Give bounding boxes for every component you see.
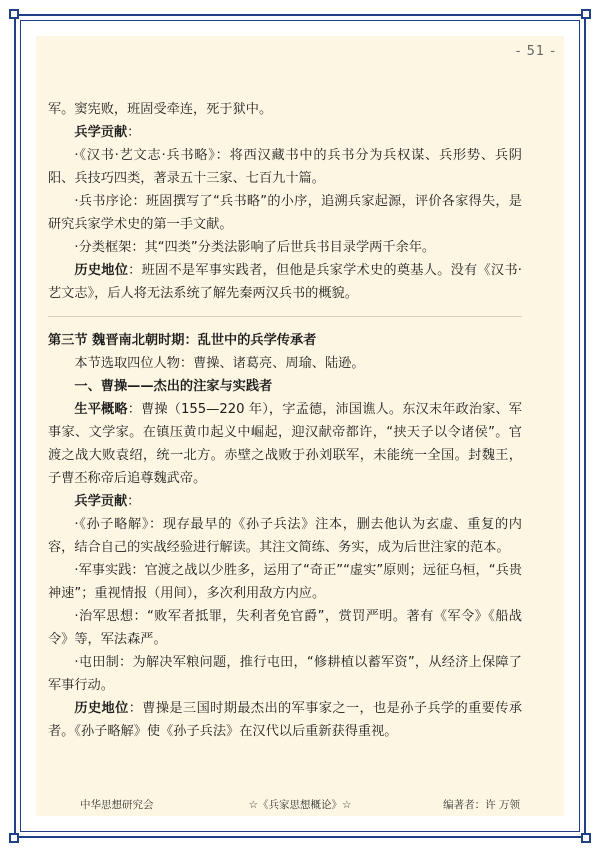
paragraph: 本节选取四位人物：曹操、诸葛亮、周瑜、陆逊。	[74, 356, 365, 371]
bullet-item: ·治军思想：“败军者抵罪，失利者免官爵”，赏罚严明。著有《军令》《船战令》等，军法森严。	[48, 609, 522, 647]
section-divider	[48, 316, 522, 317]
paragraph	[48, 490, 522, 513]
paragraph-text: ：班固不是军事实践者，但他是兵家学术史的奠基人。没有《汉书·艺文志》，后人将无法系统了解先秦两汉兵书的概貌。	[48, 263, 522, 301]
footer-book-title: ☆《兵家思想概论》☆	[248, 799, 352, 811]
paragraph	[48, 697, 522, 743]
bullet-item: ·《汉书·艺文志·兵书略》：将西汉藏书中的兵书分为兵权谋、兵形势、兵阴阳、兵技巧四类，著录五十三家、七百九十篇。	[48, 148, 522, 186]
label-bold: 生平概略	[74, 402, 128, 417]
bullet-item: ·军事实践：官渡之战以少胜多，运用了“奇正”“虚实”原则；远征乌桓，“兵贵神速”；重视情报（用间），多次利用敌方内应。	[48, 563, 522, 601]
paragraph-text: ：曹操是三国时期最杰出的军事家之一，也是孙子兵学的重要传承者。《孙子略解》使《孙子兵法》在汉代以后重新获得重视。	[48, 701, 523, 739]
bullet-item: ·《孙子略解》：现存最早的《孙子兵法》注本，删去他认为玄虚、重复的内容，结合自己的实战经验进行解读。其注文简练、务实，成为后世注家的范本。	[48, 517, 522, 555]
page-number: - 51 -	[515, 44, 556, 59]
footer-author: 编著者：许 万领	[443, 799, 520, 811]
border-corner-ornament	[9, 833, 19, 843]
footer-publisher: 中华思想研究会	[80, 799, 154, 811]
paragraph	[48, 398, 522, 490]
paragraph: 军。窦宪败，班固受牵连，死于狱中。	[48, 102, 273, 117]
border-corner-ornament	[581, 9, 591, 19]
label-colon: ：	[127, 125, 141, 140]
paragraph	[48, 259, 522, 305]
label-colon: ：	[127, 494, 141, 509]
bullet-item: ·分类框架：其“四类”分类法影响了后世兵书目录学两千余年。	[74, 240, 436, 255]
label-bold: 兵学贡献	[74, 125, 128, 140]
bullet-item: ·兵书序论：班固撰写了“兵书略”的小序，追溯兵家起源，评价各家得失，是研究兵家学术史的第一手文献。	[48, 194, 522, 232]
subheading: 一、曹操——杰出的注家与实践者	[74, 379, 273, 394]
document-body	[48, 98, 522, 743]
border-corner-ornament	[581, 833, 591, 843]
label-bold: 兵学贡献	[74, 494, 128, 509]
label-bold: 历史地位	[74, 263, 129, 278]
border-corner-ornament	[9, 9, 19, 19]
bullet-item: ·屯田制：为解决军粮问题，推行屯田，“修耕植以蓄军资”，从经济上保障了军事行动。	[48, 655, 522, 693]
section-title: 第三节 魏晋南北朝时期：乱世中的兵学传承者	[48, 333, 317, 348]
paragraph	[48, 121, 522, 144]
paragraph-text: ：曹操（155—220 年），字孟德，沛国谯人。东汉末年政治家、军事家、文学家。在镇压黄巾起义中崛起，迎汉献帝都许，“挟天子以令诸侯”。官渡之战大败袁绍，统一北方。赤壁之战败于孙刘联军，未能统一全国。封魏王，子曹丕称帝后追尊魏武帝。	[48, 402, 522, 486]
label-bold: 历史地位	[74, 701, 129, 716]
